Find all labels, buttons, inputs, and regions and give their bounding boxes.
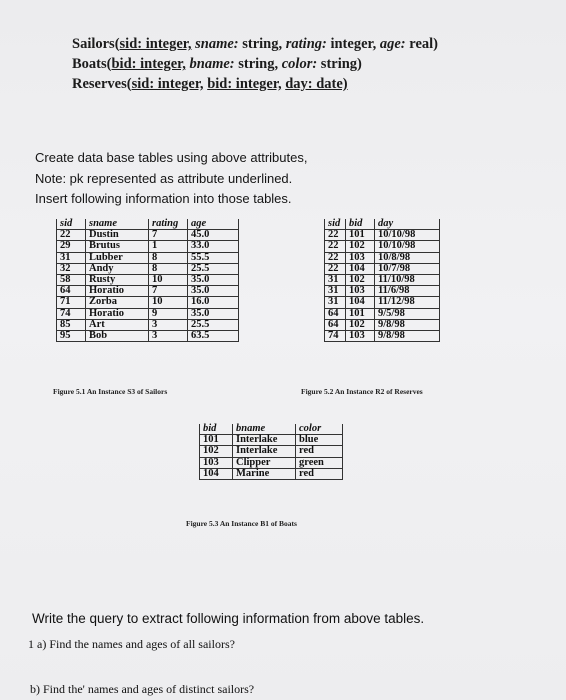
attr-color: color: — [281, 56, 318, 72]
table-row — [57, 263, 239, 274]
table-row — [200, 435, 343, 446]
attr-bname: bname: — [189, 56, 235, 72]
table-cell: 103 — [346, 286, 375, 297]
table-cell: 29 — [57, 241, 86, 252]
table-cell: 22 — [325, 230, 346, 241]
reserves-pk-bid: bid: integer, — [207, 76, 282, 92]
column-header-rating: rating — [149, 219, 188, 230]
boats-pk: bid: integer, — [111, 56, 186, 72]
table-cell: 8 — [149, 263, 188, 274]
table-cell: 103 — [200, 457, 233, 468]
table-cell: 9/8/98 — [375, 331, 440, 342]
table-cell: 103 — [346, 331, 375, 342]
table-cell: 64 — [57, 286, 86, 297]
table-cell: Interlake — [233, 446, 296, 457]
table-row — [57, 297, 239, 308]
table-row — [325, 308, 440, 319]
type-bname: string, — [238, 56, 279, 72]
table-cell: 22 — [57, 230, 86, 241]
attr-age: age: — [379, 36, 406, 52]
table-cell: 9/5/98 — [375, 308, 440, 319]
table-cell: 9 — [149, 308, 188, 319]
table-cell: 102 — [200, 446, 233, 457]
table-cell: 102 — [346, 319, 375, 330]
type-color: string) — [320, 56, 362, 72]
sailors-schema-name: Sailors( — [72, 36, 120, 52]
table-cell: 101 — [346, 230, 375, 241]
table-cell: red — [296, 468, 343, 479]
table-cell: 11/12/98 — [375, 297, 440, 308]
table-header-row — [325, 219, 440, 230]
table-cell: 95 — [57, 331, 86, 342]
table-cell: 101 — [346, 308, 375, 319]
table-row — [325, 297, 440, 308]
table-cell: 35.0 — [188, 275, 239, 286]
type-age: real) — [409, 36, 438, 52]
type-rating: integer, — [330, 36, 377, 52]
boats-schema — [72, 54, 438, 74]
table-cell: Andy — [86, 263, 149, 274]
instruction-line: Insert following information into those tables. — [35, 191, 292, 206]
table-cell: 16.0 — [188, 297, 239, 308]
column-header-bid: bid — [346, 219, 375, 230]
table-row — [57, 331, 239, 342]
table-cell: 85 — [57, 319, 86, 330]
table-row — [325, 263, 440, 274]
table-cell: 3 — [149, 319, 188, 330]
table-cell: 7 — [149, 286, 188, 297]
reserves-pk-sid: sid: integer, — [131, 76, 204, 92]
table-cell: Horatio — [86, 286, 149, 297]
column-header-bid: bid — [200, 424, 233, 435]
table-cell: Interlake — [233, 435, 296, 446]
reserves-schema — [72, 74, 438, 94]
table-cell: 104 — [200, 468, 233, 479]
table-cell: 102 — [346, 275, 375, 286]
table-row — [325, 275, 440, 286]
table-cell: 74 — [325, 331, 346, 342]
boats-table — [199, 424, 343, 480]
table-row — [57, 252, 239, 263]
schema-definitions — [72, 34, 438, 94]
table-cell: 104 — [346, 297, 375, 308]
instruction-line: Create data base tables using above attributes, — [35, 150, 308, 165]
table-cell: 101 — [200, 435, 233, 446]
table-cell: blue — [296, 435, 343, 446]
table-cell: 11/6/98 — [375, 286, 440, 297]
table-cell: 55.5 — [188, 252, 239, 263]
table-row — [325, 286, 440, 297]
table-cell: 10 — [149, 297, 188, 308]
reserves-schema-name: Reserves( — [72, 76, 132, 92]
table-cell: 45.0 — [188, 230, 239, 241]
column-header-sid: sid — [57, 219, 86, 230]
table-cell: Art — [86, 319, 149, 330]
instructions — [35, 148, 307, 210]
reserves-pk-day: day: date) — [285, 76, 348, 92]
table-cell: Clipper — [233, 457, 296, 468]
column-header-sname: sname — [86, 219, 149, 230]
table-cell: Dustin — [86, 230, 149, 241]
table-cell: 63.5 — [188, 331, 239, 342]
table-cell: 25.5 — [188, 263, 239, 274]
task-heading: Write the query to extract following information from above tables. — [32, 611, 425, 626]
table-row — [325, 331, 440, 342]
table-cell: Brutus — [86, 241, 149, 252]
table-cell: red — [296, 446, 343, 457]
table-row — [325, 319, 440, 330]
table-cell: 1 — [149, 241, 188, 252]
table-cell: 11/10/98 — [375, 275, 440, 286]
sailors-table — [56, 219, 239, 342]
column-header-day: day — [375, 219, 440, 230]
table-row — [57, 230, 239, 241]
table-row — [57, 308, 239, 319]
column-header-sid: sid — [325, 219, 346, 230]
table-header-row — [57, 219, 239, 230]
reserves-table — [324, 219, 440, 342]
table-row — [200, 457, 343, 468]
boats-schema-name: Boats( — [72, 56, 112, 72]
table-cell: 10/7/98 — [375, 263, 440, 274]
table-cell: Horatio — [86, 308, 149, 319]
table-cell: 35.0 — [188, 308, 239, 319]
table-cell: 8 — [149, 252, 188, 263]
table-row — [200, 468, 343, 479]
table-cell: 25.5 — [188, 319, 239, 330]
table-row — [57, 319, 239, 330]
column-header-bname: bname — [233, 424, 296, 435]
reserves-caption: Figure 5.2 An Instance R2 of Reserves — [301, 387, 423, 396]
table-cell: Rusty — [86, 275, 149, 286]
table-cell: 10/10/98 — [375, 230, 440, 241]
table-row — [325, 241, 440, 252]
column-header-color: color — [296, 424, 343, 435]
table-row — [325, 230, 440, 241]
table-row — [57, 286, 239, 297]
table-row — [325, 252, 440, 263]
table-cell: 3 — [149, 331, 188, 342]
table-cell: Lubber — [86, 252, 149, 263]
table-cell: 102 — [346, 241, 375, 252]
table-cell: 64 — [325, 308, 346, 319]
table-cell: 71 — [57, 297, 86, 308]
table-cell: Bob — [86, 331, 149, 342]
question-a: 1 a) Find the names and ages of all sailors? — [28, 637, 235, 651]
table-cell: 10 — [149, 275, 188, 286]
table-cell: 31 — [325, 297, 346, 308]
sailors-caption: Figure 5.1 An Instance S3 of Sailors — [53, 387, 168, 396]
table-row — [57, 241, 239, 252]
instruction-line: Note: pk represented as attribute underlined. — [35, 170, 293, 186]
sailors-pk: sid: integer, — [119, 36, 192, 52]
table-cell: 31 — [57, 252, 86, 263]
type-sname: string, — [242, 36, 283, 52]
table-cell: 103 — [346, 252, 375, 263]
column-header-age: age — [188, 219, 239, 230]
table-cell: 31 — [325, 286, 346, 297]
table-cell: 35.0 — [188, 286, 239, 297]
table-cell: 74 — [57, 308, 86, 319]
table-row — [200, 446, 343, 457]
table-cell: 58 — [57, 275, 86, 286]
table-row — [57, 275, 239, 286]
sailors-schema — [72, 34, 438, 54]
table-cell: 7 — [149, 230, 188, 241]
boats-caption: Figure 5.3 An Instance B1 of Boats — [186, 519, 297, 528]
table-cell: 9/8/98 — [375, 319, 440, 330]
table-cell: 22 — [325, 252, 346, 263]
table-cell: Zorba — [86, 297, 149, 308]
table-cell: 64 — [325, 319, 346, 330]
table-cell: 31 — [325, 275, 346, 286]
table-header-row — [200, 424, 343, 435]
attr-sname: sname: — [195, 36, 239, 52]
table-cell: 33.0 — [188, 241, 239, 252]
table-cell: 10/10/98 — [375, 241, 440, 252]
table-cell: 22 — [325, 241, 346, 252]
table-cell: 104 — [346, 263, 375, 274]
table-cell: 10/8/98 — [375, 252, 440, 263]
table-cell: 22 — [325, 263, 346, 274]
table-cell: Marine — [233, 468, 296, 479]
table-cell: green — [296, 457, 343, 468]
table-cell: 32 — [57, 263, 86, 274]
attr-rating: rating: — [285, 36, 327, 52]
question-b: b) Find the' names and ages of distinct sailors? — [30, 682, 255, 696]
